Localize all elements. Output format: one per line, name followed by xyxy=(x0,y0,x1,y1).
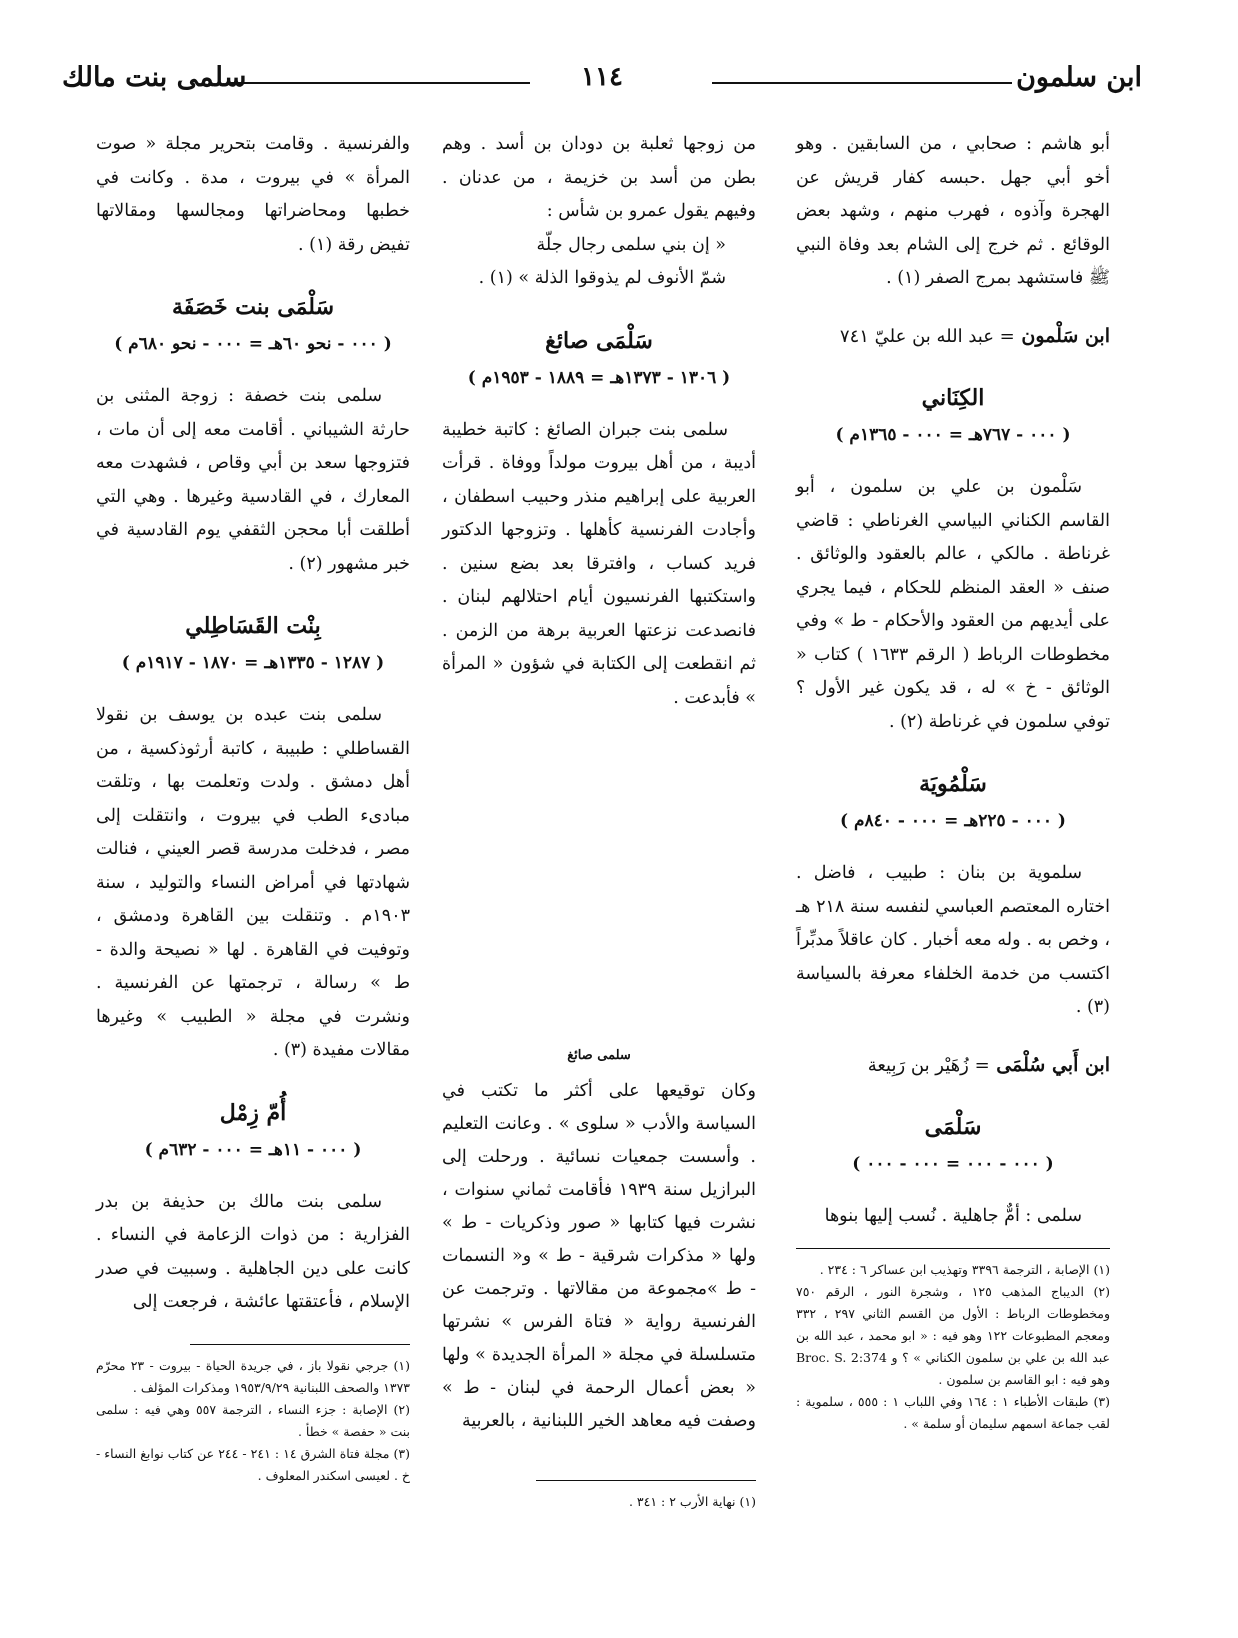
paragraph: من زوجها ثعلبة بن دودان بن أسد . وهم بطن من أسد بن خزيمة ، من عدنان . وفيهم يقول عمرو بن شأس : xyxy=(442,134,756,221)
xref-target: = زُهَيْر بن رَبِيعة xyxy=(867,1054,990,1076)
footnote: (٣) مجلة فتاة الشرق ١٤ : ٢٤١ - ٢٤٤ عن كتاب نوابغ النساء - خ . لعيسى اسكندر المعلوف . xyxy=(96,1445,410,1483)
cross-reference xyxy=(796,1049,1110,1083)
footnote: (٢) الإصابة : جزء النساء ، الترجمة ٥٥٧ وهي فيه : سلمى بنت « حفصة » خطأ . xyxy=(96,1401,411,1439)
entry-dates: ( ٠٠٠ - ٠٠٠ = ٠٠٠ - ٠٠٠ ) xyxy=(852,1154,1054,1174)
xref-name: ابن سَلْمون xyxy=(1021,324,1110,347)
entry-title: الكِنَاني xyxy=(921,385,985,411)
page-header xyxy=(62,62,1142,102)
footnote: (١) نهاية الأرب ٢ : ٣٤١ . xyxy=(628,1494,756,1509)
entry-dates: ( ١٣٠٦ - ١٣٧٣هـ = ١٨٨٩ - ١٩٥٣م ) xyxy=(467,367,731,388)
entry-text: سلمى بنت مالك بن حذيفة بن بدر الفزارية : من ذوات الزعامة في النساء . كانت على دين الجاهلية . وسبيت في صدر الإسلام ، فأعتقتها عائشة ، فرجعت إلى xyxy=(96,1191,410,1312)
entry-title: سَلْمَى بنت خَصَفَة xyxy=(171,294,335,320)
footnote: (١) جرجي نقولا باز ، في جريدة الحياة - بيروت - ٢٣ محرّم ١٣٧٣ والصحف اللبنانية ١٩٥٣/٩/٢٩ ومذكرات المؤلف . xyxy=(96,1357,411,1395)
entry-title: سَلْمَى صائغ xyxy=(545,327,653,354)
verse-line: شمّ الأنوف لم يذوقوا الذلة » (١) . xyxy=(478,268,726,288)
entry-dates: ( ٠٠٠ - ١١هـ = ٠٠٠ - ٦٣٢م ) xyxy=(144,1139,362,1160)
paragraph: والفرنسية . وقامت بتحرير مجلة « صوت المرأة » في بيروت ، مدة . وكانت في خطبها ومحاضراتها ومجالسها ومقالاتها تفيض رقة (١) . xyxy=(96,134,410,255)
footnote-rule xyxy=(536,1480,756,1481)
running-head-left: سلمى بنت مالك xyxy=(62,62,247,93)
entry-title: سَلْمُويَة xyxy=(919,771,987,797)
column-middle xyxy=(442,128,756,1513)
cross-reference xyxy=(796,320,1110,354)
column-left xyxy=(96,128,410,1487)
entry-dates: ( ٠٠٠ - ٧٦٧هـ = ٠٠٠ - ١٣٦٥م ) xyxy=(835,425,1071,445)
entry-text: سلمى بنت خصفة : زوجة المثنى بن حارثة الشيباني . أقامت معه إلى أن مات ، فتزوجها سعد بن أبي وقاص ، فشهدت معه المعارك ، في القادسية وغيرها . وهي التي أطلقت أبا محجن الثقفي يوم القادسية في خبر مشهور (٢) . xyxy=(96,386,410,574)
entry-title: أُمّ زِمْل xyxy=(219,1099,287,1126)
entry-title: سَلْمَى xyxy=(924,1114,982,1140)
column-right xyxy=(796,128,1110,1435)
page-number: ١١٤ xyxy=(581,62,623,92)
header-rule-right xyxy=(712,82,1012,84)
entry-text: سلموية بن بنان : طبيب ، فاضل . اختاره المعتصم العباسي لنفسه سنة ٢١٨ هـ ، وخص به . وله معه أخبار . كان عاقلاً مدبِّراً اكتسب من خدمة الخلفاء معرفة بالسياسة (٣) . xyxy=(796,863,1110,1017)
running-head-right: ابن سلمون xyxy=(1016,62,1142,93)
entry-dates: ( ١٢٨٧ - ١٣٣٥هـ = ١٨٧٠ - ١٩١٧م ) xyxy=(121,653,385,673)
entry-text: وكان توقيعها على أكثر ما تكتب في السياسة والأدب « سلوى » . وعانت التعليم . وأسست جمعيات نسائية . ورحلت إلى البرازيل سنة ١٩٣٩ فأقامت ثماني سنوات ، نشرت فيها كتابها « صور وذكريات - ط » ولها « مذكرات شرقية - ط » و« النسمات - ط »مجموعة من مقالاتها . وترجمت عن الفرنسية رواية « فتاة الفرس » نشرتها متسلسلة في مجلة « المرأة الجديدة » ولها « بعض أعمال الرحمة في لبنان - ط » وصفت فيه معاهد الخير اللبنانية ، بالعربية xyxy=(442,1081,756,1431)
entry-text: سلمى بنت عبده بن يوسف بن نقولا القساطلي : طبيبة ، كاتبة أرثوذكسية ، من أهل دمشق . ولدت وتعلمت بها ، وتلقت مبادىء الطب في بيروت ، وانتقلت إلى مصر ، فدخلت مدرسة قصر العيني ، فنالت شهادتها في أمراض النساء والتوليد ، سنة ١٩٠٣م . وتنقلت بين القاهرة ودمشق ، وتوفيت في القاهرة . لها « نصيحة والدة - ط » رسالة ، ترجمتها عن الفرنسية . ونشرت في مجلة « الطبيب » وغيرها مقالات مفيدة (٣) . xyxy=(96,705,410,1060)
entry-title: بِنْت القَسَاطِلي xyxy=(185,613,321,639)
verse-line: « إن بني سلمى رجال جلّة xyxy=(536,234,726,255)
entry-dates: ( ٠٠٠ - ٢٢٥هـ = ٠٠٠ - ٨٤٠م ) xyxy=(840,811,1066,831)
entry-text: سلمى : أمٌّ جاهلية . نُسب إليها بنوها xyxy=(824,1206,1082,1226)
portrait-caption: سلمى صائغ xyxy=(567,1048,631,1063)
footnote: (١) الإصابة ، الترجمة ٣٣٩٦ وتهذيب ابن عساكر ٦ : ٢٣٤ . xyxy=(819,1261,1110,1277)
footnote-rule xyxy=(796,1248,1110,1249)
entry-dates: ( ٠٠٠ - نحو ٦٠هـ = ٠٠٠ - نحو ٦٨٠م ) xyxy=(114,334,392,354)
paragraph: أبو هاشم : صحابي ، من السابقين . وهو أخو أبي جهل .حبسه كفار قريش عن الهجرة وآذوه ، فهرب منهم ، وشهد بعض الوقائع . ثم خرج إلى الشام بعد وفاة النبي ﷺ فاستشهد بمرج الصفر (١) . xyxy=(796,134,1110,288)
portrait-space xyxy=(442,715,756,1045)
header-rule-left xyxy=(230,82,530,84)
entry-text: سلمى بنت جبران الصائغ : كاتبة خطيبة أديبة ، من أهل بيروت مولداً ووفاة . قرأت العربية على إبراهيم منذر وحبيب اسطفان ، وأجادت الفرنسية كأهلها . وتزوجها الدكتور فريد كساب ، وافترقا بعد بضع سنين . واستكتبها الفرنسيون أيام احتلالهم لبنان . فانصدعت نزعتها العربية برهة من الزمن . ثم انقطعت إلى الكتابة في شؤون « المرأة » فأبدعت . xyxy=(442,419,756,708)
entry-text: سَلْمون بن علي بن سلمون ، أبو القاسم الكناني البياسي الغرناطي : قاضي غرناطة . مالكي ، عالم بالعقود والوثائق . صنف « العقد المنظم للحكام ، فيما يجري على أيديهم من العقود والأحكام - ط » وفي مخطوطات الرباط ( الرقم ١٦٣٣ ) كتاب « الوثائق - خ » له ، قد يكون غير الأول ؟ توفي سلمون في غرناطة (٢) . xyxy=(796,477,1110,732)
xref-target: = عبد الله بن عليّ ٧٤١ xyxy=(839,325,1015,347)
footnote-rule xyxy=(190,1344,410,1345)
footnote: (٣) طبقات الأطباء ١ : ١٦٤ وفي اللباب ١ : ٥٥٥ ، سلموية : لقب جماعة اسمهم سليمان أو سلمة » . xyxy=(796,1393,1110,1431)
footnote: (٢) الديباج المذهب ١٢٥ ، وشجرة النور ، الرقم ٧٥٠ ومخطوطات الرباط : الأول من القسم الثاني ٢٩٧ ، ٣٣٢ ومعجم المطبوعات ١٢٢ وهو فيه : « ابو محمد ، عبد الله بن عبد الله بن علي بن سلمون الكناني » ؟ و Broc. S. 2:374 وهو فيه : ابو القاسم بن سلمون . xyxy=(796,1283,1111,1387)
xref-name: ابن أَبي سُلْمَى xyxy=(996,1053,1110,1076)
